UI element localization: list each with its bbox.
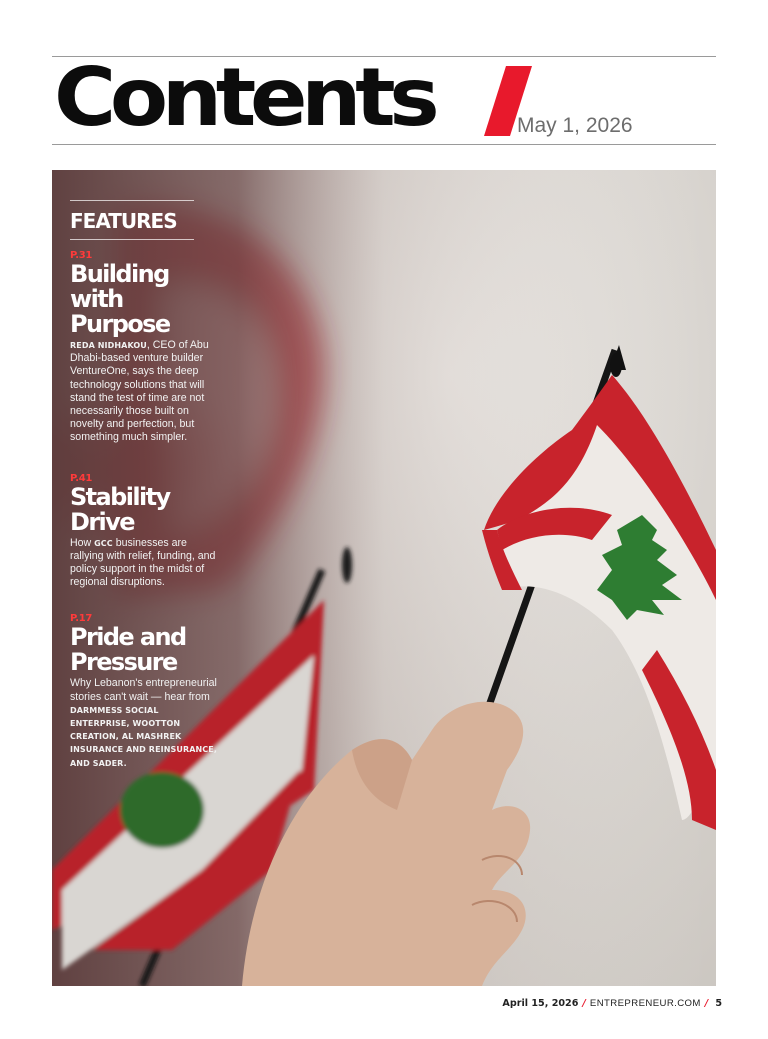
feature-summary-text: , CEO of Abu Dhabi-based venture builder VentureOne, says the deep technology solutions that will stand the test of time are not necessarily those built on novelty and perfection, but something much simpler. — [70, 339, 209, 444]
feature-summary-text: Why Lebanon's entrepreneurial stories can't wait — hear from — [70, 677, 217, 703]
footer-site-link[interactable]: ENTREPRENEUR.COM — [589, 998, 701, 1009]
feature-headline[interactable] — [70, 482, 230, 536]
headline-line: Pride and — [70, 623, 186, 652]
masthead — [52, 52, 716, 144]
headline-line: Building — [70, 260, 169, 288]
page-number: 5 — [715, 998, 722, 1009]
feature-page-number: P.17 — [70, 613, 93, 625]
features-panel — [70, 200, 230, 770]
slash-separator-icon: / — [704, 998, 709, 1009]
footer-date: April 15, 2026 — [502, 998, 579, 1009]
headline-line: Drive — [70, 507, 134, 536]
page-title: Contents — [54, 51, 434, 144]
feature-headline[interactable] — [70, 262, 230, 337]
feature-summary-text: businesses are rallying with relief, funding, and policy support in the midst of regional disruptions. — [70, 536, 216, 589]
feature-summary-name: DARMMESS SOCIAL ENTERPRISE, WOOTTON CREATION, AL MASHREK INSURANCE AND REINSURANCE, AND SADER. — [70, 705, 217, 768]
feature-page-number: P.41 — [70, 472, 93, 484]
headline-line: Stability — [70, 482, 170, 511]
feature-item-building-with-purpose[interactable] — [70, 250, 230, 445]
feature-headline[interactable] — [70, 625, 230, 675]
page-footer — [502, 998, 722, 1009]
feature-item-stability-drive[interactable] — [70, 473, 230, 590]
feature-summary-pre: How — [70, 536, 95, 549]
slash-separator-icon: / — [582, 998, 586, 1009]
headline-line: Purpose — [70, 310, 170, 338]
headline-line: Pressure — [70, 648, 177, 677]
headline-line: with — [70, 285, 123, 313]
feature-summary-name: GCC — [94, 538, 113, 548]
feature-summary-name: REDA NIDHAKOU — [70, 341, 147, 350]
feature-summary — [70, 677, 220, 769]
features-bottom-rule — [70, 239, 194, 240]
features-heading: FEATURES — [70, 209, 177, 233]
hero-image — [52, 170, 716, 986]
feature-summary — [70, 339, 220, 445]
bottom-rule — [52, 144, 716, 145]
feature-summary — [70, 537, 220, 590]
feature-item-pride-and-pressure[interactable] — [70, 613, 230, 769]
feature-page-number: P.31 — [70, 250, 93, 261]
issue-date: May 1, 2026 — [517, 114, 633, 137]
